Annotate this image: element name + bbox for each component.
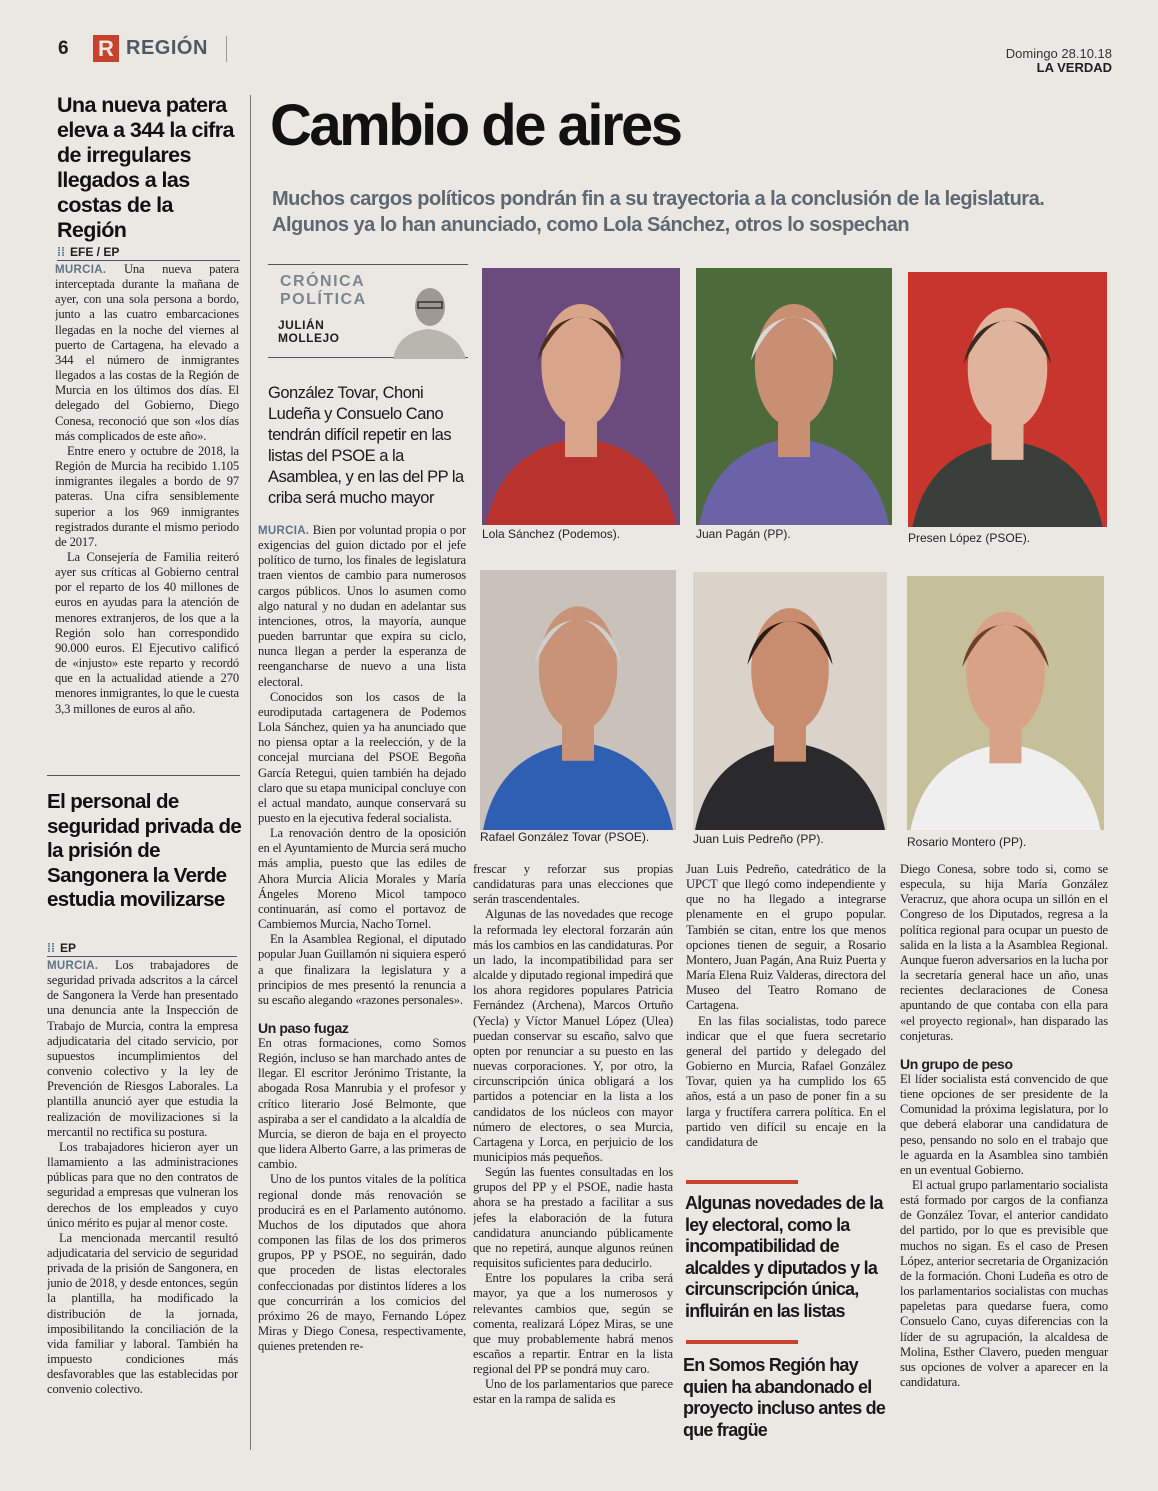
paragraph bbox=[258, 690, 466, 826]
pullquote: Algunas novedades de la ley electoral, como la incompatibilidad de alcaldes y diputados y la circunscripción única, influirán en las listas bbox=[685, 1193, 883, 1321]
column-byline-box bbox=[268, 264, 468, 358]
paragraph bbox=[55, 262, 239, 444]
paragraph bbox=[473, 1271, 673, 1377]
paragraph bbox=[47, 1140, 238, 1231]
paragraph-text: En la Asamblea Regional, el diputado popular Juan Guillamón ni siquiera esperó a que finalizara la legislatura y a principios de mes presentó la renuncia a su escaño alegando «razones personales». bbox=[258, 932, 466, 1007]
paragraph bbox=[473, 907, 673, 1165]
paragraph-text: Uno de los puntos vitales de la política regional donde más renovación se producirá es en el Parlamento autónomo. Muchos de los diputados que ahora componen las filas de los dos primeros grupos, PP y PSOE, no seguirán, dado que proceden de listas electorales confeccionadas por distintos líderes a los que concurrirán a los comicios del próximo 26 de mayo, Fernando López Miras y Diego Conesa, respectivamente, quienes pretenden re- bbox=[258, 1172, 466, 1354]
dateline: MURCIA. bbox=[258, 525, 310, 537]
pullquote: En Somos Región hay quien ha abandonado el proyecto incluso antes de que fragüe bbox=[683, 1355, 886, 1440]
paragraph-text: Entre los populares la criba será mayor, ya que a los numerosos y relevantes cambios que, según se comenta, realizará López Miras, se une que muy probablemente habrá menos escaños a repartir. Entrar en la lista regional del PP se pondrá muy caro. bbox=[473, 1271, 673, 1377]
author-name: JULIÁN MOLLEJO bbox=[278, 318, 340, 345]
paragraph bbox=[47, 958, 238, 1140]
article-column-2 bbox=[473, 862, 673, 1455]
portrait-photo bbox=[907, 576, 1104, 830]
brief2-body bbox=[47, 958, 238, 1450]
portrait-figure bbox=[907, 576, 1104, 830]
section-name: REGIÓN bbox=[126, 37, 208, 59]
agency-label: EFE / EP bbox=[70, 245, 120, 259]
paragraph bbox=[258, 932, 466, 1008]
article-subtitle: Muchos cargos políticos pondrán fin a su trayectoria a la conclusión de la legislatura. Algunos ya lo han anunciado, como Lola Sánchez, otros lo sospechan bbox=[272, 188, 1045, 236]
article-column-3 bbox=[686, 862, 886, 1177]
paragraph-text: frescar y reforzar sus propias candidaturas para unas elecciones que serán trascendentales. bbox=[473, 862, 673, 907]
photo-caption: Juan Luis Pedreño (PP). bbox=[693, 832, 824, 846]
paragraph-text: Los trabajadores hicieron ayer un llamamiento a las administraciones públicas para que no den contratos de seguridad a empresas que vulneran los derechos de los empleados y cuyo único mérito es pujar al menor coste. bbox=[47, 1139, 238, 1230]
portrait-photo bbox=[696, 268, 892, 525]
paragraph-text: Bien por voluntad propia o por exigencias del guion dictado por el jefe político de turno, los finales de legislatura traen vientos de cambio para numerosos cargos públicos. Unos lo asumen como algo natural y no dudan en adelantar sus intenciones, otros, la mayoría, aunque pueden barruntar que expira su ciclo, nunca llegan a perder la esperanza de reengancharse de nuevo a una lista electoral. bbox=[258, 523, 466, 689]
paragraph bbox=[900, 1072, 1108, 1178]
paragraph-text: La renovación dentro de la oposición en el Ayuntamiento de Murcia será mucho más amplia, puesto que las ediles de Ahora Murcia Alicia Morales y María Ángeles Moreno Micol tampoco continuarán, así como el portavoz de Cambiemos Murcia, Nacho Tornel. bbox=[258, 826, 466, 932]
paragraph-text: Según las fuentes consultadas en los grupos del PP y el PSOE, nadie hasta ahora se ha prestado a facilitar a sus jefes la elaboración de la futura candidatura anunciando públicamente que no repetirá, aunque algunos reúnen requisitos suficientes para deducirlo. bbox=[473, 1165, 673, 1271]
portrait-photo bbox=[482, 268, 680, 525]
divider bbox=[47, 775, 240, 776]
portrait-figure bbox=[908, 272, 1107, 527]
paragraph bbox=[258, 1172, 466, 1354]
agency-dots-icon: ⁞⁞ bbox=[47, 941, 55, 955]
section-logo: R bbox=[93, 35, 119, 62]
paragraph-text: Diego Conesa, sobre todo si, como se especula, su hija María González Veracruz, que ahora ocupa un sillón en el Congreso de los Diputados, regresa a la política regional para ocupar un puesto de salida en la lista a la Asamblea Regional. Aunque fueron adversarios en la lucha por la secretaría general hace un año, unas recientes declaraciones de Conesa apuntando de que contaba con ella para «el proyecto regional», han disparado las conjeturas. bbox=[900, 862, 1108, 1043]
accent-rule bbox=[686, 1340, 798, 1344]
photo-caption: Rafael González Tovar (PSOE). bbox=[480, 830, 650, 844]
brief1-agency bbox=[57, 245, 240, 261]
newspaper-name: LA VERDAD bbox=[1036, 60, 1112, 75]
dateline: MURCIA. bbox=[47, 960, 99, 972]
portrait-photo bbox=[693, 572, 887, 830]
column-divider bbox=[250, 95, 251, 1450]
paragraph-text: Algunas de las novedades que recoge la reformada ley electoral forzarán aún más los cambios en las candidaturas. Por un lado, la incompatibilidad para ser alcalde y diputado regional impedirá que los ahora regidores populares Patricia Fernández (Archena), Marcos Ortuño (Yecla) y Víctor Manuel López (Ulea) puedan conservar su escaño, salvo que opten por renunciar a su puesto en las nuevas corporaciones. Y, por otro, la circunscripción única obligará a los partidos a potenciar en la lista a los candidatos de los núcleos con mayor número de electores, o sea Murcia, Cartagena y Lorca, en perjuicio de los municipios más pequeños. bbox=[473, 907, 673, 1164]
paragraph-text: La mencionada mercantil resultó adjudicataria del servicio de seguridad privada de la prisión de Sangonera, en junio de 2018, y desde entonces, según la plantilla, ha modificado la distribución de la jornada, imposibilitando la conciliación de la vida familiar y laboral. También ha impuesto condiciones más desfavorables que las establecidas por convenio colectivo. bbox=[47, 1230, 238, 1397]
paragraph-text: Entre enero y octubre de 2018, la Región de Murcia ha recibido 1.105 inmigrantes ilegales a bordo de 97 pateras. Una cifra sensiblemente superior a los 969 inmigrantes registrados durante el mismo periodo de 2017. bbox=[55, 443, 239, 549]
author-portrait bbox=[388, 277, 468, 359]
portrait-figure bbox=[482, 268, 680, 525]
brief1-headline: Una nueva patera eleva a 344 la cifra de irregulares llegados a las costas de la Región bbox=[57, 93, 234, 242]
photo-caption: Presen López (PSOE). bbox=[908, 531, 1031, 545]
issue-date: Domingo 28.10.18 bbox=[1005, 46, 1112, 61]
paragraph bbox=[686, 1014, 886, 1150]
subheading: Un paso fugaz bbox=[258, 1020, 349, 1036]
paragraph bbox=[900, 1178, 1108, 1390]
portrait-photo bbox=[480, 570, 676, 830]
brief2-agency bbox=[47, 941, 237, 957]
accent-rule bbox=[686, 1180, 798, 1184]
paragraph bbox=[473, 1377, 673, 1407]
brief1-body bbox=[55, 262, 239, 754]
paragraph-text: Uno de los parlamentarios que parece estar en la rampa de salida es bbox=[473, 1377, 673, 1407]
dateline: MURCIA. bbox=[55, 264, 107, 276]
paragraph-text: Conocidos son los casos de la eurodiputada cartagenera de Podemos Lola Sánchez, quien ya ha anunciado que no piensa optar a la reelección, y de la concejal murciana del PSOE Begoña García Retegui, quien también ha dejado claro que su etapa municipal concluye con el actual mandato, aunque conservará su puesto en la ejecutiva federal socialista. bbox=[258, 689, 466, 825]
portrait-figure bbox=[480, 570, 676, 830]
brief2-headline: El personal de seguridad privada de la prisión de Sangonera la Verde estudia movilizarse bbox=[47, 790, 242, 911]
photo-caption: Lola Sánchez (Podemos). bbox=[482, 527, 621, 541]
paragraph bbox=[55, 444, 239, 550]
portrait-photo bbox=[908, 272, 1107, 527]
paragraph-text: En otras formaciones, como Somos Región, incluso se han marchado antes de llegar. El escritor Jerónimo Tristante, la abogada Rosa Manrubia y el profesor y crítico literario José Belmonte, que aspiraba a ser el candidato a la alcaldía de Murcia, se dieron de baja en el proyecto que lidera Alberto Garre, a las primeras de cambio. bbox=[258, 1036, 466, 1172]
paragraph-text: En las filas socialistas, todo parece indicar que el que fuera secretario general del partido y delegado del Gobierno en Murcia, Rafael González Tovar, quien ya ha cumplido los 65 años, está a un paso de poner fin a su larga y fructífera carrera política. En el partido ven difícil su encaje en la candidatura de bbox=[686, 1013, 886, 1149]
article-column-1 bbox=[258, 523, 466, 1455]
paragraph bbox=[258, 523, 466, 690]
paragraph-text: Una nueva patera interceptada durante la mañana de ayer, con una sola persona a bordo, junto a las cuatro embarcaciones llegadas en la noche del viernes al puerto de Cartagena, ha elevado a 344 el número de inmigrantes llegados a las costas de la Región de Murcia en los últimos dos días. El delegado del Gobierno, Diego Conesa, reconoció que son «los días más complicados de este año». bbox=[55, 262, 239, 443]
divider bbox=[226, 36, 227, 62]
paragraph bbox=[55, 550, 239, 717]
paragraph bbox=[473, 862, 673, 907]
portrait-figure bbox=[693, 572, 887, 830]
paragraph bbox=[900, 862, 1108, 1044]
page-number: 6 bbox=[58, 38, 69, 59]
agency-label: EP bbox=[60, 941, 77, 955]
paragraph-text: La Consejería de Familia reiteró ayer sus críticas al Gobierno central por el reparto de los 40 millones de euros en ayudas para la atención de menores extranjeros, de los que a la Región solo han correspondido 90.000 euros. El Ejecutivo calificó de «injusto» este reparto y recordó que en la actualidad atiende a 270 menores inmigrantes, lo que le cuesta 3,3 millones de euros al año. bbox=[55, 549, 239, 716]
paragraph-text: Juan Luis Pedreño, catedrático de la UPCT que llegó como independiente y que no ha llegado a integrarse plenamente en el grupo popular. También se citan, entre los que menos opciones tienen de seguir, a Rosario Montero, Juan Pagán, Ana Ruiz Puerta y María Elena Ruiz Valderas, directora del Museo del Teatro Romano de Cartagena. bbox=[686, 862, 886, 1013]
pullquote: González Tovar, Choni Ludeña y Consuelo Cano tendrán difícil repetir en las listas del PSOE a la Asamblea, y en las del PP la criba será mucho mayor bbox=[268, 384, 464, 507]
agency-dots-icon: ⁞⁞ bbox=[57, 245, 65, 259]
paragraph bbox=[47, 1231, 238, 1398]
photo-caption: Juan Pagán (PP). bbox=[696, 527, 791, 541]
paragraph bbox=[473, 1165, 673, 1271]
paragraph bbox=[258, 1036, 466, 1172]
paragraph-text: El actual grupo parlamentario socialista está formado por cargos de la confianza de González Tovar, el anterior candidato del partido, por lo que es previsible que muchos no sigan. Es el caso de Presen López, anterior secretaria de Organización de la formación. Choni Ludeña es otro de los parlamentarios socialistas con muchas papeletas para quedarse fuera, como Consuelo Cano, cuyas diferencias con la líder de su agrupación, la alcaldesa de Molina, Esther Clavero, pueden menguar sus opciones de volver a aparecer en la candidatura. bbox=[900, 1177, 1108, 1389]
paragraph bbox=[258, 826, 466, 932]
portrait-figure bbox=[696, 268, 892, 525]
photo-caption: Rosario Montero (PP). bbox=[907, 835, 1027, 849]
paragraph bbox=[686, 862, 886, 1014]
paragraph-text: El líder socialista está convencido de que tiene opciones de ser presidente de la Comunidad la próxima legislatura, por lo que deberá elaborar una candidatura de peso, pensando no solo en el trabajo que le aguarda en la Asamblea sino también en un eventual Gobierno. bbox=[900, 1071, 1108, 1177]
column-label: CRÓNICA POLÍTICA bbox=[280, 273, 367, 308]
article-title: Cambio de aires bbox=[270, 93, 681, 158]
article-column-4 bbox=[900, 862, 1108, 1457]
paragraph-text: Los trabajadores de seguridad privada adscritos a la cárcel de Sangonera la Verde han presentado una denuncia ante la Inspección de Trabajo de Murcia, contra la empresa adjudicataria del citado servicio, por supuestos incumplimientos del convenio colectivo y la ley de Prevención de Riesgos Laborales. La plantilla anunció ayer que estudia la realización de movilizaciones si la mercantil no rectifica su postura. bbox=[47, 958, 238, 1139]
subheading: Un grupo de peso bbox=[900, 1055, 1013, 1072]
